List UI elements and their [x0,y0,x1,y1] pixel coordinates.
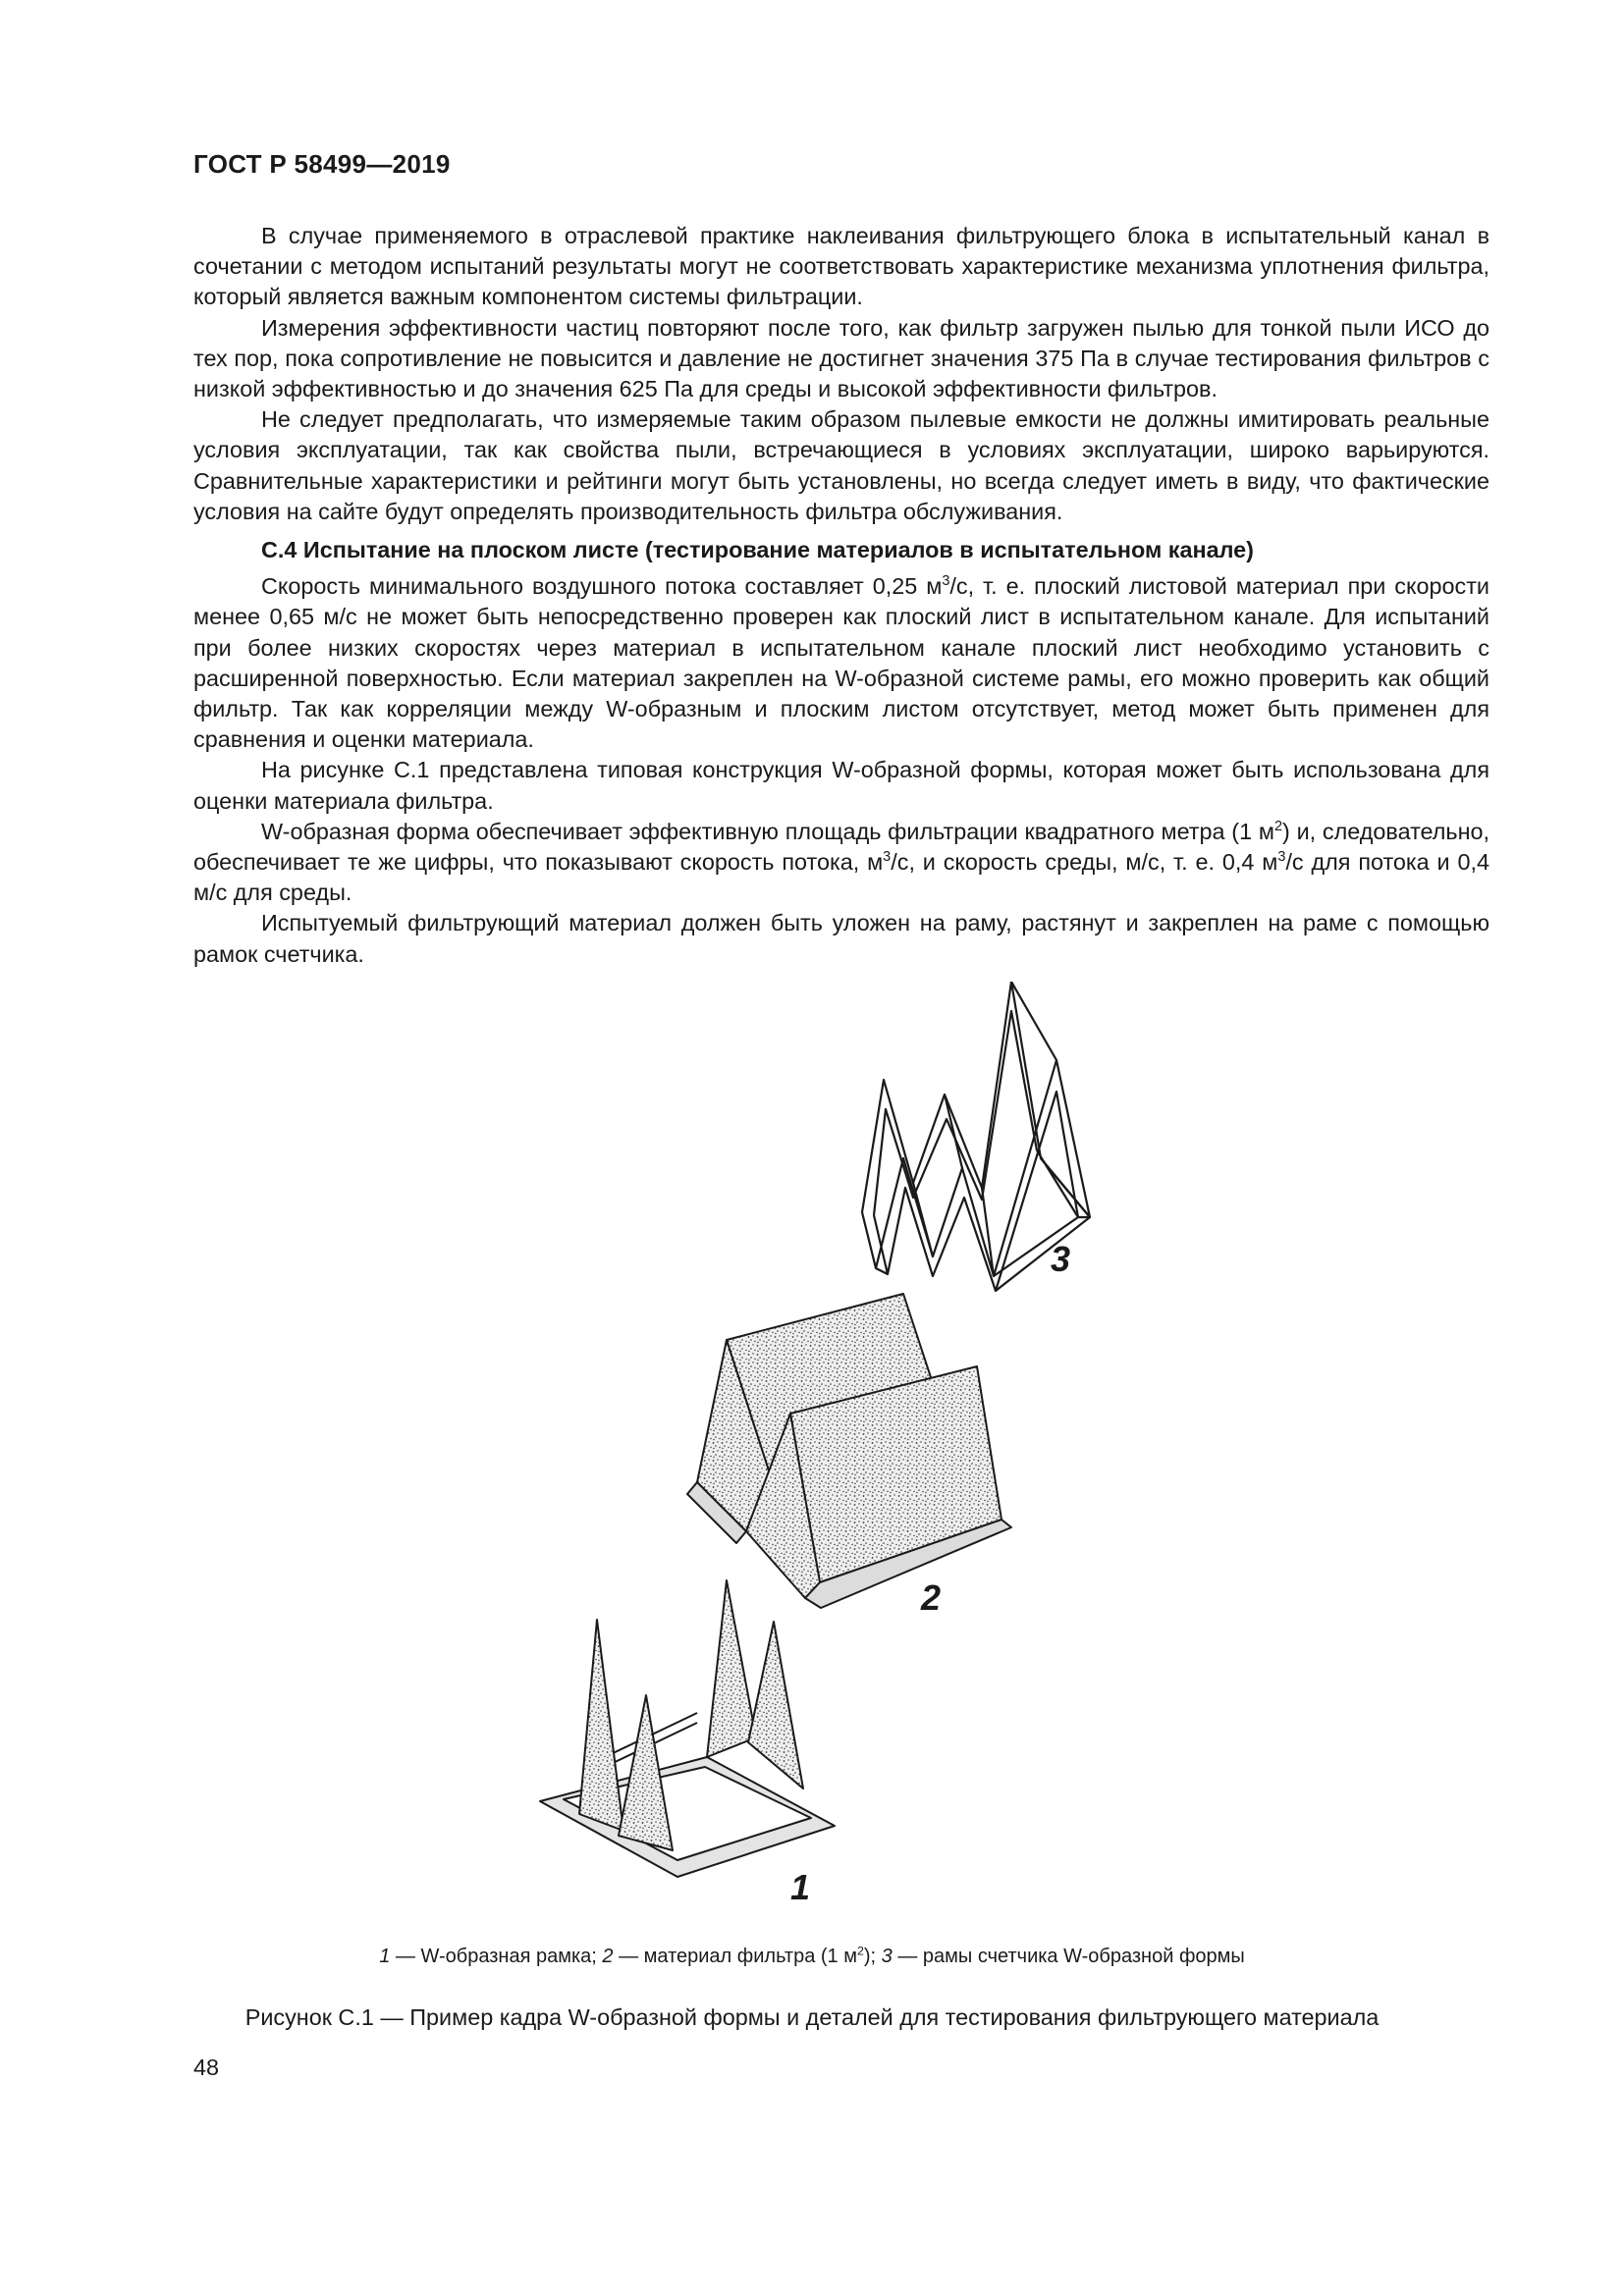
figure-caption: Рисунок C.1 — Пример кадра W-образной формы и деталей для тестирования фильтрующего материала [244,2004,1380,2030]
section-heading: C.4 Испытание на плоском листе (тестирование материалов в испытательном канале) [261,537,1254,563]
section-paragraph-2: На рисунке C.1 представлена типовая конструкция W-образной формы, которая может быть использована для оценки материала фильтра. [193,757,1489,814]
filter-material-drawing [687,1294,1011,1608]
w-frame-drawing [540,1580,835,1877]
figure-c1 [491,982,1178,1914]
section-paragraph-1: Скорость минимального воздушного потока составляет 0,25 $м^3/с$, т. е. плоский листовой материал при скорости менее 0,65 м/с не может быть непосредственно проверен как плоский лист в испытательном канале. Для испытаний при более низких скоростях через материал в испытательном канале плоский лист необходимо установить с расширенной поверхностью. Если материал закреплен на W-образной системе рамы, его можно проверить как общий фильтр. Так как корреляции между W-образным и плоским листом отсутствует, метод может быть применен для сравнения и оценки материала. [193,573,1489,753]
body-text [193,221,1489,970]
intro-paragraph-3: Не следует предполагать, что измеряемые таким образом пылевые емкости не должны имитировать реальные условия эксплуатации, так как свойства пыли, встречающиеся в условиях эксплуатации, широко варьируются. Сравнительные характеристики и рейтинги могут быть установлены, но всегда следует иметь в виду, что фактические условия на сайте будут определять производительность фильтра обслуживания. [193,406,1489,524]
figure-legend: 1 — W-образная рамка; 2 — материал фильтра (1 $м^2$); 3 — рамы счетчика W-образной формы [379,1944,1245,1967]
section-paragraph-4: Испытуемый фильтрующий материал должен быть уложен на раму, растянут и закреплен на раме с помощью рамок счетчика. [193,910,1489,967]
page-number: 48 [193,2055,220,2080]
figure-drawing [491,982,1178,1914]
section-paragraph-3: W-образная форма обеспечивает эффективную площадь фильтрации квадратного метра (1 $м^2$) и, следовательно, обеспечивает те же цифры, что показывают скорость потока, $м^3/с$, и скорость среды, м/с, т. е. 0,4 $м^3/с$ для потока и 0,4 м/с для среды. [193,818,1490,906]
intro-paragraph-2: Измерения эффективности частиц повторяют после того, как фильтр загружен пылью для тонкой пыли ИСО до тех пор, пока сопротивление не повысится и давление не достигнет значения 375 Па в случае тестирования фильтров с низкой эффективностью и до значения 625 Па для среды и высокой эффективности фильтров. [193,314,1489,402]
figure-label-1: 1 [790,1867,811,1907]
figure-label-3: 3 [1051,1239,1071,1279]
figure-label-2: 2 [921,1577,942,1618]
document-header: ГОСТ Р 58499—2019 [193,149,451,179]
intro-paragraph-1: В случае применяемого в отраслевой практике наклеивания фильтрующего блока в испытательный канал в сочетании с методом испытаний результаты могут не соответствовать характеристике механизма уплотнения фильтра, который является важным компонентом системы фильтрации. [193,223,1489,310]
